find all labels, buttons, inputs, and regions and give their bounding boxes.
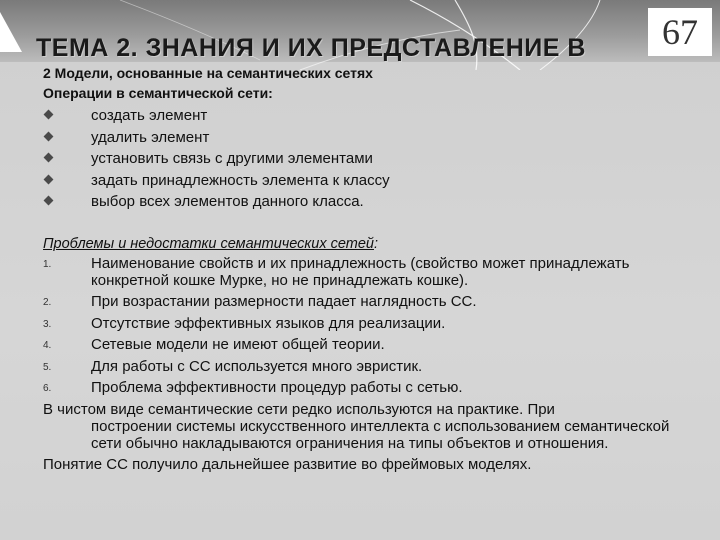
list-item — [43, 358, 703, 375]
list-number: 3. — [43, 318, 52, 330]
section-heading: 2 Модели, основанные на семантических сетях — [43, 65, 373, 81]
list-item-text: выбор всех элементов данного класса. — [91, 193, 364, 211]
diamond-bullet-icon — [44, 110, 54, 120]
list-item — [43, 170, 703, 192]
problems-title-text: Проблемы и недостатки семантических сетей — [43, 235, 374, 252]
list-item-text: Для работы с СС используется много эвристик. — [91, 357, 423, 375]
white-corner-triangle — [0, 12, 22, 52]
list-item-text: задать принадлежность элемента к классу — [91, 171, 390, 189]
list-item-text: установить связь с другими элементами — [91, 150, 373, 168]
paragraph-first-line: В чистом виде семантические сети редко используются на практике. При — [43, 400, 555, 418]
list-item-text: Сетевые модели не имеют общей теории. — [91, 336, 385, 354]
list-number: 2. — [43, 297, 52, 309]
problems-list — [43, 255, 703, 397]
list-number: 1. — [43, 258, 52, 270]
diamond-bullet-icon — [44, 196, 54, 206]
diamond-bullet-icon — [44, 174, 54, 184]
list-item — [43, 255, 703, 289]
problems-title-suffix: : — [373, 235, 379, 252]
list-item — [43, 293, 703, 310]
list-item — [43, 379, 703, 396]
list-item — [43, 105, 703, 127]
problems-title — [43, 234, 703, 255]
list-item-text: При возрастании размерности падает наглядность СС. — [91, 293, 477, 311]
spacer — [43, 213, 703, 234]
list-number: 5. — [43, 361, 52, 373]
list-item-text: Наименование свойств и их принадлежность (свойство может принадлежать конкретной кошке Мурке, но не принадлежать кошке). — [91, 254, 630, 289]
list-item-text: Проблема эффективности процедур работы с сетью. — [91, 379, 463, 397]
paragraph-frames: Понятие СС получило дальнейшее развитие во фреймовых моделях. — [43, 455, 532, 473]
slide-content — [43, 64, 703, 473]
diamond-bullet-icon — [44, 131, 54, 141]
list-item-text: Отсутствие эффективных языков для реализации. — [91, 314, 446, 332]
list-number: 4. — [43, 340, 52, 352]
list-item — [43, 336, 703, 353]
paragraph-continuation: построении системы искусственного интеллекта с использованием семантической сети обычно накладываются ограничения на типы объектов и отношения. — [91, 417, 670, 452]
list-item — [43, 191, 703, 213]
list-number: 6. — [43, 383, 52, 395]
list-item-text: создать элемент — [91, 107, 208, 124]
list-item — [43, 148, 703, 170]
paragraph-practice — [43, 401, 703, 452]
operations-title: Операции в семантической сети: — [43, 85, 273, 101]
page-number: 67 — [662, 12, 698, 52]
list-item-text: удалить элемент — [91, 128, 210, 146]
list-item — [43, 127, 703, 149]
operations-list — [43, 105, 703, 213]
slide-title: ТЕМА 2. ЗНАНИЯ И ИХ ПРЕДСТАВЛЕНИЕ В — [36, 34, 586, 62]
list-item — [43, 315, 703, 332]
diamond-bullet-icon — [44, 153, 54, 163]
